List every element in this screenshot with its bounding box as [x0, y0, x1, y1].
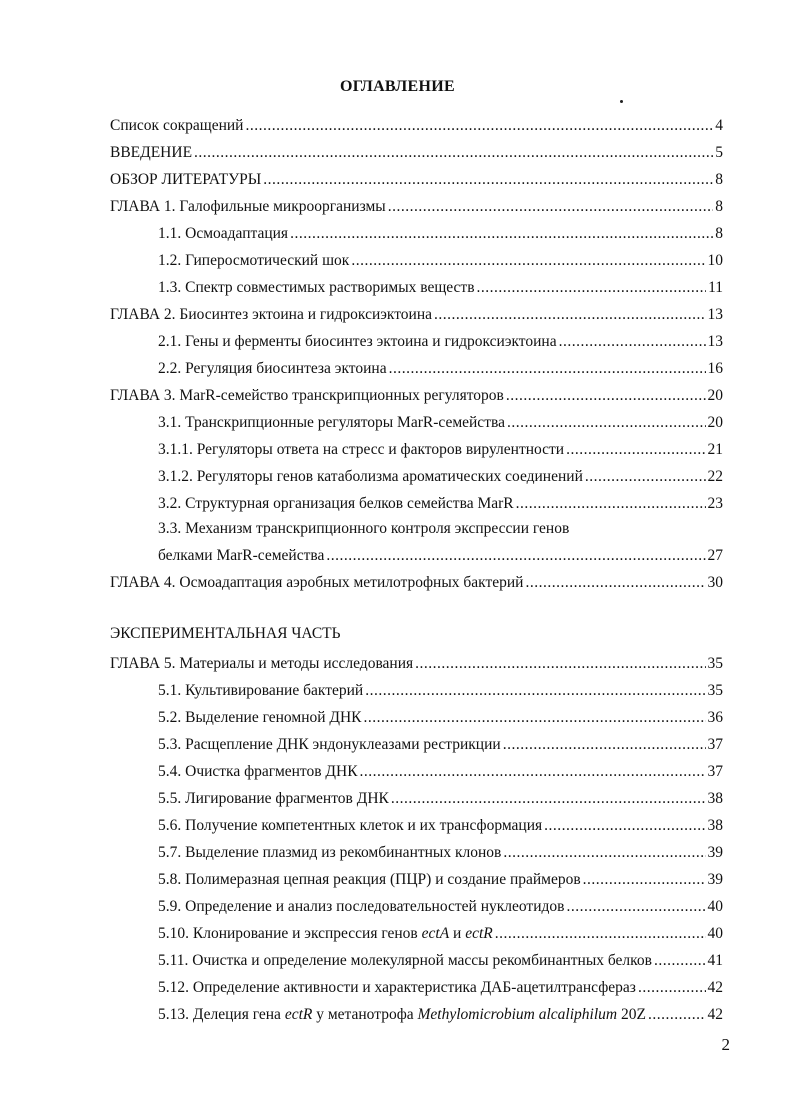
toc-label: 5.9. Определение и анализ последовательностей нуклеотидов [158, 898, 565, 915]
toc-label: 1.3. Спектр совместимых растворимых веществ [158, 279, 475, 296]
toc-label: 3.1. Транскрипционные регуляторы MarR-семейства [158, 414, 505, 431]
gene-name: ectR [465, 925, 493, 942]
toc-entry [158, 224, 723, 244]
toc-entry [158, 440, 723, 460]
toc-page: 23 [707, 495, 723, 512]
toc-label [158, 924, 493, 944]
toc-leader [360, 762, 706, 782]
toc-label: ГЛАВА 5. Материалы и методы исследования [110, 655, 414, 672]
toc-leader [351, 251, 705, 271]
toc-leader [290, 224, 713, 244]
toc-page: 8 [715, 198, 723, 215]
toc-page: 13 [707, 333, 723, 350]
gene-name: ectR [284, 1006, 313, 1023]
toc-label: 5.1. Культивирование бактерий [158, 682, 364, 699]
toc-entry [158, 843, 723, 863]
toc-entry [158, 681, 723, 701]
toc-label-text: 5.10. Клонирование и экспрессия генов [158, 925, 422, 942]
toc-label: ВВЕДЕНИЕ [110, 144, 193, 161]
toc-page: 37 [707, 736, 723, 753]
toc-page: 8 [715, 171, 723, 188]
toc-page: 4 [715, 117, 723, 134]
toc-leader [638, 978, 706, 998]
toc-leader [245, 116, 713, 136]
toc-page: 16 [707, 360, 723, 377]
toc-page: 30 [707, 574, 723, 591]
section-heading: ЭКСПЕРИМЕНТАЛЬНАЯ ЧАСТЬ [110, 625, 341, 642]
toc-page: 27 [707, 547, 723, 564]
toc-entry [158, 278, 723, 298]
toc-entry [158, 467, 723, 487]
toc-leader [506, 386, 706, 406]
toc-entry [110, 386, 723, 406]
toc-page: 38 [707, 817, 723, 834]
toc-leader [194, 143, 713, 163]
toc-page: 20 [707, 414, 723, 431]
toc-label: 5.12. Определение активности и характеристика ДАБ-ацетилтрансфераз [158, 979, 636, 996]
toc-page: 42 [707, 979, 723, 996]
toc-label [158, 1005, 646, 1025]
toc-label: 5.11. Очистка и определение молекулярной массы рекомбинантных белков [158, 952, 652, 969]
toc-page: 35 [707, 682, 723, 699]
toc-leader [415, 654, 705, 674]
toc-entry [110, 654, 723, 674]
toc-page: 38 [707, 790, 723, 807]
toc-page: 35 [707, 655, 723, 672]
organism-name: Methylomicrobium alcaliphilum [417, 1006, 618, 1023]
toc-page: 21 [707, 441, 723, 458]
toc-leader [263, 170, 713, 190]
toc-leader [585, 467, 706, 487]
toc-label-text: 5.13. Делеция гена [158, 1006, 285, 1023]
toc-entry [158, 708, 723, 728]
toc-leader [516, 494, 706, 514]
scan-speck [620, 100, 623, 103]
toc-entry [158, 978, 723, 998]
toc-entry [158, 251, 723, 271]
toc-page: 41 [707, 952, 723, 969]
toc-leader [434, 305, 705, 325]
toc-entry [158, 546, 723, 566]
toc-entry [158, 332, 723, 352]
toc-entry-wrapped-line: 3.3. Механизм транскрипционного контроля экспрессии генов [158, 520, 570, 537]
toc-page: 11 [708, 279, 723, 296]
toc-entry [158, 870, 723, 890]
toc-entry [158, 762, 723, 782]
toc-leader [495, 924, 706, 944]
toc-leader [507, 413, 706, 433]
toc-entry [158, 789, 723, 809]
toc-label: 1.2. Гиперосмотический шок [158, 252, 350, 269]
toc-leader [503, 843, 705, 863]
toc-page: 39 [707, 871, 723, 888]
toc-leader [525, 573, 705, 593]
toc-entry [110, 143, 723, 163]
toc-entry [110, 116, 723, 136]
toc-label: 3.1.1. Регуляторы ответа на стресс и факторов вирулентности [158, 441, 565, 458]
toc-page: 13 [707, 306, 723, 323]
toc-label: ОБЗОР ЛИТЕРАТУРЫ [110, 171, 262, 188]
toc-page: 37 [707, 763, 723, 780]
toc-page: 10 [707, 252, 723, 269]
toc-leader [566, 440, 705, 460]
toc-entry [158, 359, 723, 379]
toc-leader [583, 870, 706, 890]
toc-label-text: 20Z [617, 1006, 646, 1023]
toc-page: 20 [707, 387, 723, 404]
toc-leader [544, 816, 705, 836]
toc-label: ГЛАВА 3. MarR-семейство транскрипционных регуляторов [110, 387, 504, 404]
toc-label: 5.3. Расщепление ДНК эндонуклеазами рестрикции [158, 736, 501, 753]
toc-leader [326, 546, 705, 566]
toc-leader [503, 735, 706, 755]
toc-page: 40 [707, 925, 723, 942]
toc-entry [158, 924, 723, 944]
toc-leader [477, 278, 707, 298]
page-title: ОГЛАВЛЕНИЕ [340, 78, 455, 95]
toc-label: ГЛАВА 4. Осмоадаптация аэробных метилотрофных бактерий [110, 574, 524, 591]
page-number: 2 [721, 1035, 730, 1054]
toc-label: Список сокращений [110, 117, 244, 134]
toc-leader [364, 708, 706, 728]
toc-entry [110, 305, 723, 325]
toc-label: 2.1. Гены и ферменты биосинтез эктоина и гидроксиэктоина [158, 333, 557, 350]
toc-page: 8 [715, 225, 723, 242]
toc-leader [389, 359, 706, 379]
toc-entry [110, 170, 723, 190]
toc-label: 5.4. Очистка фрагментов ДНК [158, 763, 358, 780]
toc-label: 5.5. Лигирование фрагментов ДНК [158, 790, 389, 807]
toc-leader [365, 681, 705, 701]
toc-entry [110, 573, 723, 593]
toc-page: 39 [707, 844, 723, 861]
toc-label: 3.2. Структурная организация белков семейства MarR [158, 495, 514, 512]
toc-label: 2.2. Регуляция биосинтеза эктоина [158, 360, 387, 377]
toc-leader [391, 789, 706, 809]
toc-entry [158, 951, 723, 971]
toc-leader [654, 951, 706, 971]
gene-name: ectA [421, 925, 450, 942]
toc-label: 5.6. Получение компетентных клеток и их трансформация [158, 817, 543, 834]
toc-page: 36 [707, 709, 723, 726]
toc-label: белками MarR-семейства [158, 547, 325, 564]
toc-page: 5 [715, 144, 723, 161]
toc-leader [388, 197, 714, 217]
toc-label: 5.8. Полимеразная цепная реакция (ПЦР) и создание праймеров [158, 871, 581, 888]
toc-label: ГЛАВА 1. Галофильные микроорганизмы [110, 198, 386, 215]
toc-entry [158, 494, 723, 514]
toc-label: 5.2. Выделение геномной ДНК [158, 709, 362, 726]
toc-entry [158, 1005, 723, 1025]
toc-page: 22 [707, 468, 723, 485]
toc-label-text: и [449, 925, 466, 942]
toc-entry [158, 816, 723, 836]
toc-entry [110, 197, 723, 217]
toc-leader [566, 897, 705, 917]
toc-entry [158, 735, 723, 755]
toc-label: 1.1. Осмоадаптация [158, 225, 289, 242]
toc-page: 40 [707, 898, 723, 915]
toc-label: 3.1.2. Регуляторы генов катаболизма ароматических соединений [158, 468, 583, 485]
toc-label: ГЛАВА 2. Биосинтез эктоина и гидроксиэктоина [110, 306, 433, 323]
toc-leader [648, 1005, 706, 1025]
toc-leader [559, 332, 706, 352]
toc-page: 42 [707, 1006, 723, 1023]
toc-entry [158, 897, 723, 917]
toc-label-text: у метанотрофа [312, 1006, 418, 1023]
toc-label: 5.7. Выделение плазмид из рекомбинантных клонов [158, 844, 502, 861]
toc-entry [158, 413, 723, 433]
